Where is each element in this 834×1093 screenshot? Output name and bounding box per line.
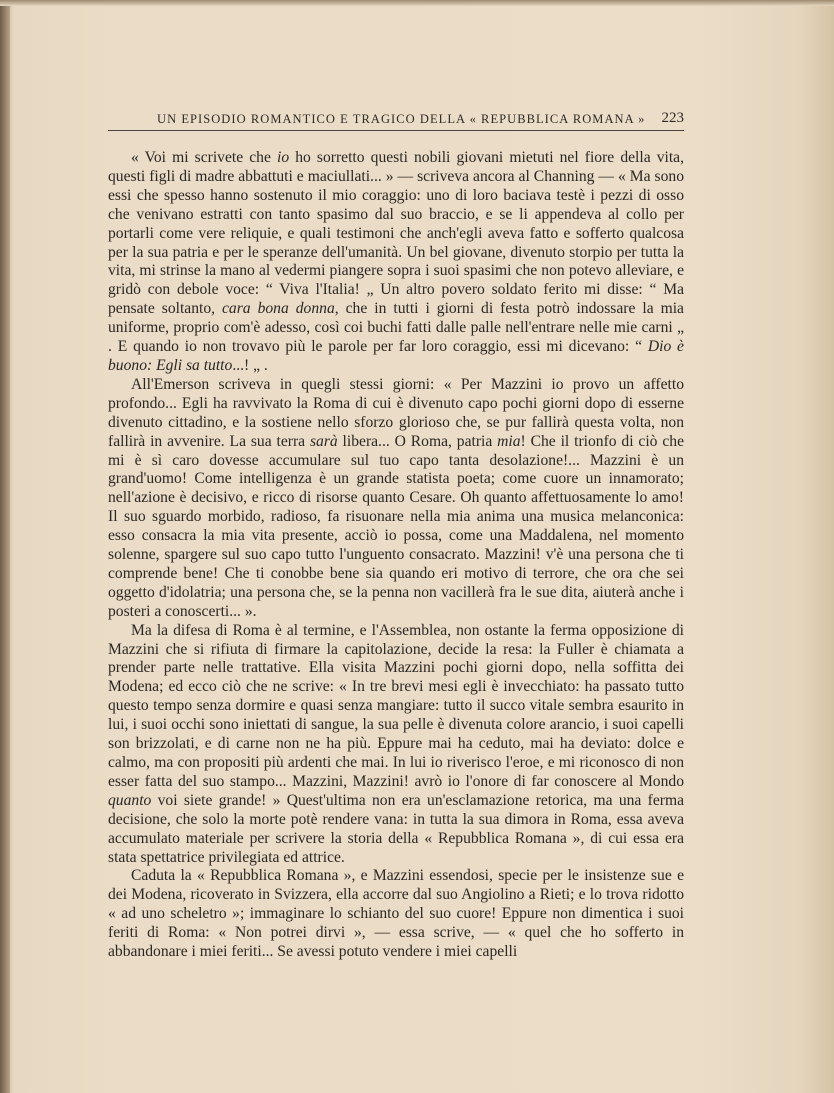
page-top-edge <box>0 0 834 6</box>
paragraph-2 <box>108 376 684 622</box>
text-run: Ma la difesa di Roma è al termine, e l'Assemblea, non ostante la ferma opposizione di Mazzini che si rifiuta di firmare la capitolazione, decide la resa: la Fuller è chiamata a prender parte nelle trattative. Ella visita Mazzini pochi giorni dopo, nella soffitta dei Modena; ed ecco ciò che ne scrive: « In tre brevi mesi egli è invecchiato: ha passato tutto questo tempo senza dormire e quasi senza mangiare: tutto il succo vitale sembra esaurito in lui, i suoi occhi sono iniettati di sangue, la sua pelle è divenuta colore arancio, i suoi capelli son brizzolati, e di carne non ne ha più. Eppure mai ha ceduto, mai ha deviato: dolce e calmo, ma con propositi più ardenti che mai. In lui io riverisco l'eroe, e mi riconosco di non esser fatta del suo stampo... Mazzini, Mazzini! avrò io l'onore di far conoscere al Mondo <box>108 621 684 790</box>
italic-run: sarà <box>309 432 338 450</box>
body-text <box>108 149 684 962</box>
book-spine-shadow <box>0 0 10 1093</box>
page-number: 223 <box>661 110 684 126</box>
paragraph-3 <box>108 622 684 868</box>
header-rule <box>108 130 684 131</box>
italic-run: io <box>276 149 290 166</box>
italic-run: mia <box>497 432 521 450</box>
paragraph-4 <box>108 867 684 962</box>
text-run: « Voi mi scrivete che <box>131 149 277 166</box>
page-header <box>108 108 684 130</box>
running-title: UN EPISODIO ROMANTICO E TRAGICO DELLA « REPUBBLICA ROMANA » <box>157 112 646 126</box>
paragraph-1 <box>108 149 684 376</box>
text-run: ho sorretto questi nobili giovani mietuti nel fiore della vita, questi figli di madre abbattuti e maciullati... » — scriveva ancora al Channing — « Ma sono essi che spesso hanno sostenuto il mio coraggio: uno di loro baciava testè i pezzi di osso che venivano estratti con tanto spasimo dal suo braccio, e se li appendeva al collo per portarli come vere reliquie, e quali testimoni che anch'egli aveva fatto e sofferto qualcosa per la sua patria e per le speranze dell'umanità. Un bel giovane, divenuto storpio per tutta la vita, mi strinse la mano al vedermi piangere sopra i suoi spasimi che non potevo alleviare, e gridò con debole voce: “ Viva l'Italia! „ Un altro povero soldato ferito mi disse: “ Ma pensate soltanto, <box>108 149 684 318</box>
text-run: All'Emerson scriveva in quegli stessi giorni: « Per Mazzini io provo un affetto profondo... Egli ha ravvivato la Roma di cui è divenuto capo pochi giorni dopo di esserne divenuto cittadino, e la sostiene nello sforzo glorioso che, se pur fallirà questa volta, non fallirà in avvenire. La sua terra <box>108 375 684 450</box>
text-run: Caduta la « Repubblica Romana », e Mazzini essendosi, specie per le insistenze sue e dei Modena, ricoverato in Svizzera, ella accorre dal suo Angiolino a Rieti; e lo trova ridotto « ad uno scheletro »; immaginare lo schianto del suo cuore! Eppure non dimentica i suoi feriti di Roma: « Non potrei dirvi », — essa scrive, — « quel che ho sofferto in abbandonare i miei feriti... Se avessi potuto vendere i miei capelli <box>108 867 684 961</box>
italic-run: Dio è buono: Egli sa tutto <box>108 338 684 374</box>
text-run: ! Che il trionfo di ciò che mi è sì caro dovesse accumulare sul tuo capo tanta desolazione!... Mazzini è un grand'uomo! Come intelligenza è un grande statista poeta; come cuore un innamorato; nell'azione è decisivo, e ricco di risorse quanto Cesare. Oh quanto affettuosamente lo amo! Il suo sguardo morbido, radioso, fa risuonare nella mia anima una musica melanconica: esso consacra la mia vita presente, acciò io possa, come una Maddalena, nel momento solenne, spargere sul suo capo tutto l'unguento consacrato. Mazzini! v'è una persona che ti comprende bene! Che ti conobbe bene sia quando eri motivo di terrore, che ora che sei oggetto d'idolatria; una persona che, se la penna non vacillerà fra le sue dita, aiuterà anche i posteri a conoscerti... ». <box>108 432 684 620</box>
italic-run: cara bona donna <box>222 300 335 318</box>
text-run: voi siete grande! » Quest'ultima non era un'esclamazione retorica, ma una ferma decisione, che solo la morte potè rendere vana: in tutta la sua dimora in Roma, essa aveva accumulato materiale per scrivere la storia della « Repubblica Romana », di cui essa era stata spettatrice privilegiata ed attrice. <box>108 791 684 866</box>
italic-run: quanto <box>108 791 152 809</box>
text-run: ...! „ . <box>232 356 268 374</box>
text-run: , che in tutti i giorni di festa potrò indossare la mia uniforme, proprio com'è adesso, così coi buchi fatti dalle palle nell'entrare nelle mie carni „ . E quando io non trovavo più le parole per far loro coraggio, essi mi dicevano: “ <box>108 300 684 356</box>
text-run: libera... O Roma, patria <box>337 432 498 450</box>
